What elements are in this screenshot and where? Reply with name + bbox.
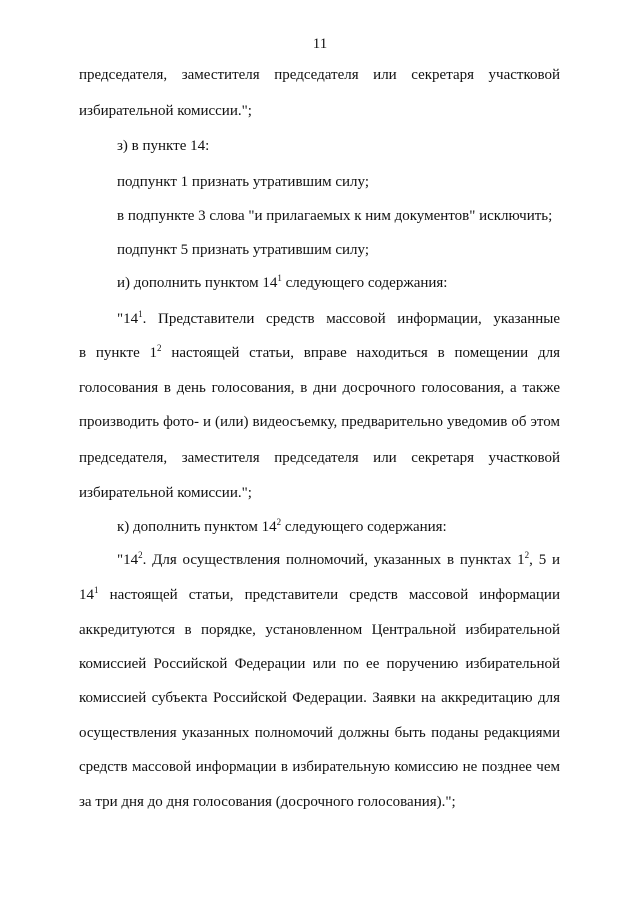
text-line: избирательной комиссии.";: [79, 485, 252, 501]
text-line: голосования в день голосования, в дни досрочного голосования, а также: [79, 380, 560, 396]
text-line: подпункт 5 признать утратившим силу;: [117, 242, 369, 258]
text-line: в пункте $1^2$ настоящей статьи, вправе находиться в помещении для: [79, 343, 560, 361]
text-line: "$14^1$. Представители средств массовой информации, указанные: [117, 309, 560, 327]
text-line: избирательной комиссии.";: [79, 103, 252, 119]
text-line: комиссией субъекта Российской Федерации. Заявки на аккредитацию для: [79, 690, 560, 706]
text-line: средств массовой информации в избирательную комиссию не позднее чем: [79, 759, 560, 775]
text-line: $14^1$ настоящей статьи, представители средств массовой информации: [79, 585, 560, 603]
text-line: и) дополнить пунктом $14^1$ следующего содержания:: [117, 273, 448, 291]
text-line: аккредитуются в порядке, установленном Центральной избирательной: [79, 622, 560, 638]
text-line: подпункт 1 признать утратившим силу;: [117, 174, 369, 190]
text-line: комиссией Российской Федерации или по ее поручению избирательной: [79, 656, 560, 672]
text-line: производить фото- и (или) видеосъемку, предварительно уведомив об этом: [79, 414, 560, 430]
text-line: осуществления указанных полномочий должны быть поданы редакциями: [79, 725, 560, 741]
text-line: к) дополнить пунктом $14^2$ следующего содержания:: [117, 517, 447, 535]
text-line: в подпункте 3 слова "и прилагаемых к ним документов" исключить;: [117, 208, 553, 224]
page-number: 11: [312, 36, 328, 52]
text-line: председателя, заместителя председателя или секретаря участковой: [79, 450, 560, 466]
text-line: з) в пункте 14:: [117, 138, 210, 154]
text-line: председателя, заместителя председателя или секретаря участковой: [79, 67, 560, 83]
text-line: "$14^2$. Для осуществления полномочий, указанных в пунктах $1^2$, 5 и: [117, 550, 560, 568]
text-line: за три дня до дня голосования (досрочного голосования).";: [79, 794, 456, 810]
